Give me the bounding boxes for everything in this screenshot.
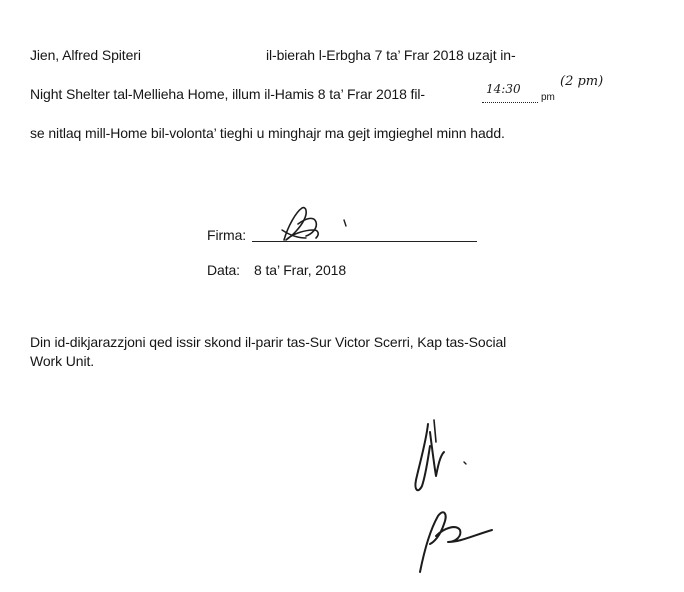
declaration-line-1-start: Jien, Alfred Spiteri <box>30 47 141 63</box>
handwritten-initials <box>398 412 508 582</box>
data-value: 8 ta’ Frar, 2018 <box>254 262 347 278</box>
signature-mark <box>278 200 358 248</box>
firma-label: Firma: <box>207 227 247 243</box>
time-blank-line <box>482 102 538 103</box>
handwritten-time: 14:30 <box>486 82 521 96</box>
footer-line-2: Work Unit. <box>30 353 95 369</box>
declaration-line-2: Night Shelter tal-Mellieha Home, illum il-Hamis 8 ta’ Frar 2018 fil- <box>30 86 425 102</box>
declaration-line-1-end: il-bierah l-Erbgha 7 ta’ Frar 2018 uzajt in- <box>266 47 516 63</box>
handwritten-note: (2 pm) <box>560 74 604 89</box>
pm-label: pm <box>541 92 555 103</box>
declaration-line-3: se nitlaq mill-Home bil-volonta’ tieghi u minghajr ma gejt imgieghel minn hadd. <box>30 125 505 141</box>
footer-line-1: Din id-dikjarazzjoni qed issir skond il-parir tas-Sur Victor Scerri, Kap tas-Social <box>30 334 507 350</box>
data-label: Data: <box>207 262 240 278</box>
